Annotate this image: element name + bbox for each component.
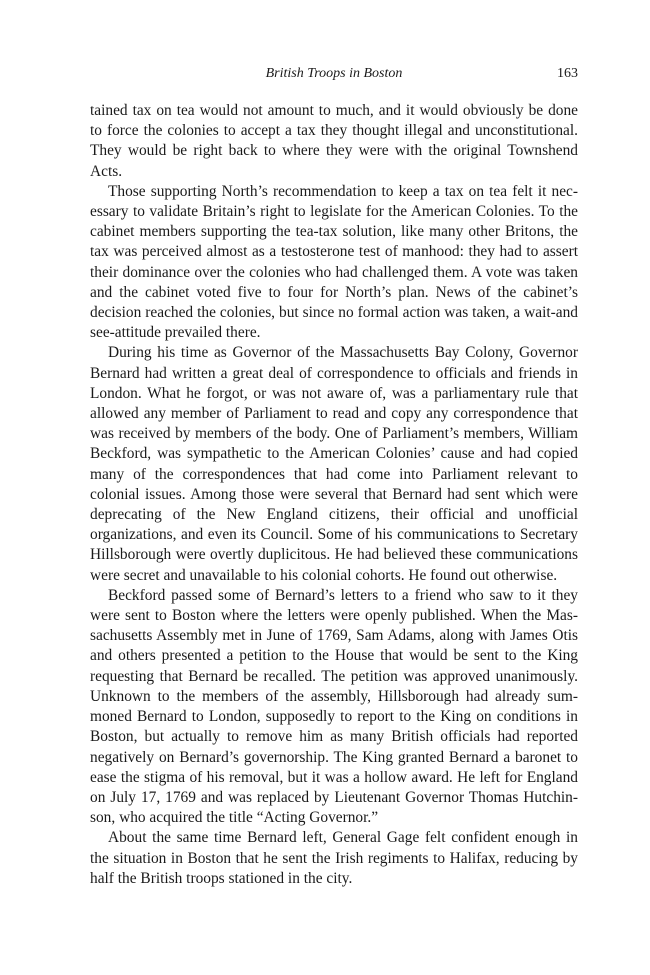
paragraph-3: During his time as Governor of the Massachusetts Bay Colony, Governor Bernard had written a great deal of correspondence to officials and friends in London. What he forgot, or was not aware of, was a parliamentary rule that allowed any member of Parliament to read and copy any correspondence that was received by members of the body. One of Parliament’s members, William Beckford, was sympathetic to the American Colonies’ cause and had copied many of the correspondences that had come into Parliament relevant to colonial issues. Among those were several that Bernard had sent which were deprecating of the New England citizens, their official and unofficial organizations, and even its Council. Some of his communications to Secretary Hillsborough were overtly duplicitous. He had believed these communications were secret and unavailable to his colonial cohorts. He found out otherwise.	[90, 344, 578, 584]
running-title: British Troops in Boston	[265, 66, 403, 81]
running-head	[90, 66, 578, 86]
paragraph-2: Those supporting North’s recommendation to keep a tax on tea felt it necessary to validate Britain’s right to legislate for the American Colonies. To the cabinet members supporting the tea-tax solution, like many other Britons, the tax was perceived almost as a testosterone test of manhood: they had to assert their dominance over the colonies who had challenged them. A vote was taken and the cabinet voted five to four for North’s plan. News of the cabinet’s decision reached the colonies, but since no formal action was taken, a wait-and see-attitude prevailed there.	[90, 182, 578, 342]
paragraph-5: About the same time Bernard left, General Gage felt confident enough in the situation in Boston that he sent the Irish regiments to Halifax, reducing by half the British troops stationed in the city.	[90, 829, 578, 887]
paragraph-4: Beckford passed some of Bernard’s letters to a friend who saw to it they were sent to Boston where the letters were openly published. When the Massachusetts Assembly met in June of 1769, Sam Adams, along with James Otis and others presented a petition to the House that would be sent to the King requesting that Bernard be recalled. The petition was approved unanimously. Unknown to the members of the assembly, Hillsborough had already summoned Bernard to London, supposedly to report to the King on conditions in Boston, but actually to remove him as many British officials had reported negatively on Bernard’s governorship. The King granted Bernard a baronet to ease the stigma of his removal, but it was a hollow award. He left for England on July 17, 1769 and was replaced by Lieutenant Governor Thomas Hutchinson, who acquired the title “Acting Governor.”	[90, 586, 578, 827]
page-number: 163	[557, 66, 578, 81]
body-text	[90, 101, 578, 889]
paragraph-1: tained tax on tea would not amount to much, and it would obviously be done to force the colonies to accept a tax they thought illegal and unconstitutional. They would be right back to where they were with the original Townshend Acts.	[90, 102, 578, 180]
